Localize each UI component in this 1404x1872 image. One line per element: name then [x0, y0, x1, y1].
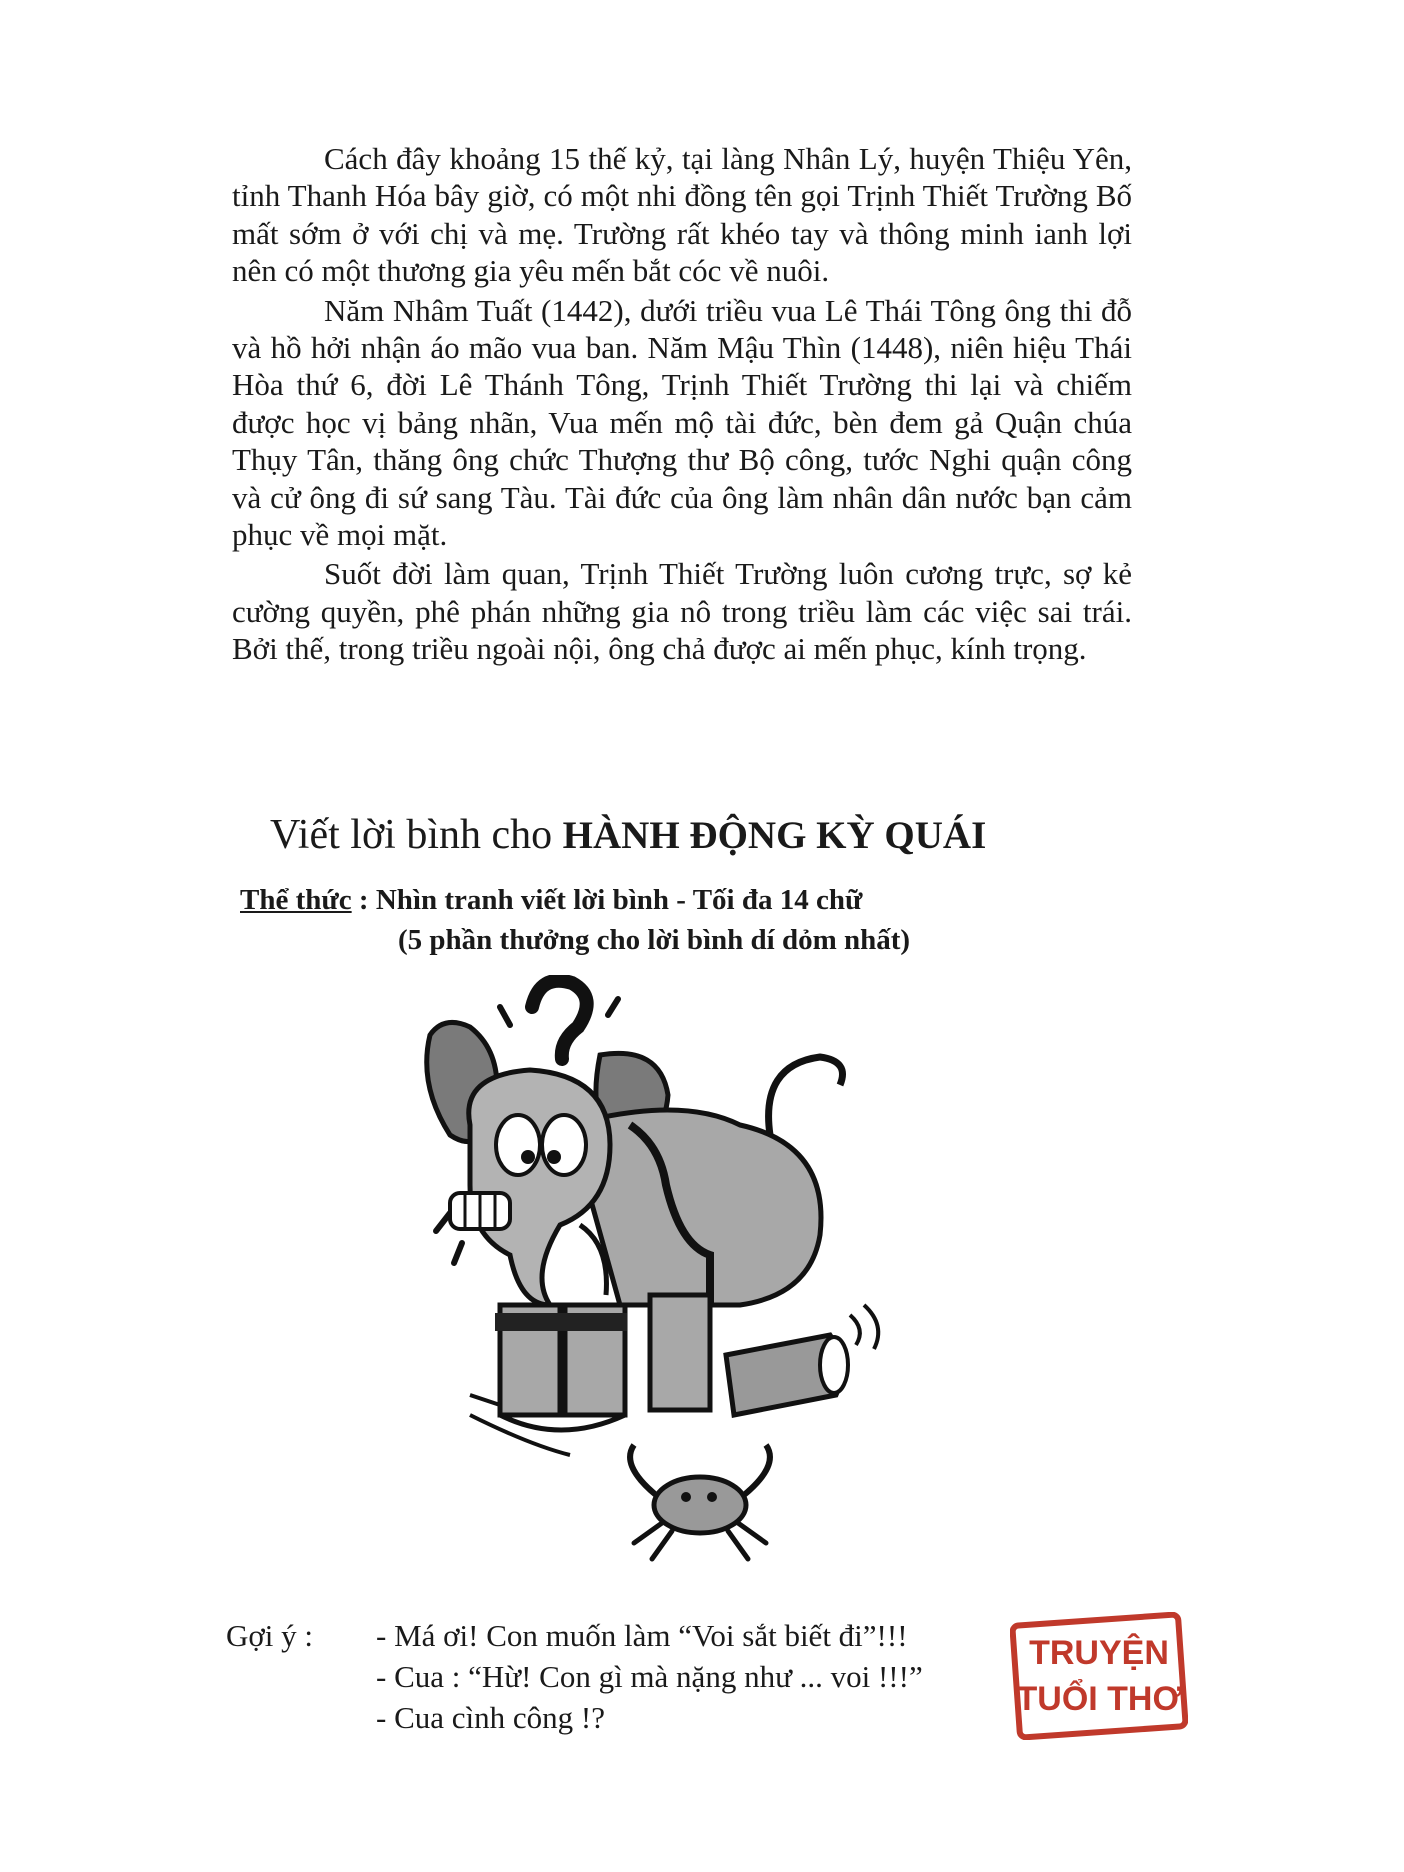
contest-title-prefix: Viết lời bình cho [270, 812, 563, 858]
paragraph-1: Cách đây khoảng 15 thế kỷ, tại làng Nhân Lý, huyện Thiệu Yên, tỉnh Thanh Hóa bây giờ, có một nhi đồng tên gọi Trịnh Thiết Trường Bố mất sớm ở với chị và mẹ. Trường rất khéo tay và thông minh ianh lợi nên có một thương gia yêu mến bắt cóc về nuôi. [232, 141, 1132, 289]
hints-label: Gợi ý : [226, 1618, 314, 1653]
article-body [232, 140, 1132, 670]
hint-item: - Má ơi! Con muốn làm “Voi sắt biết đi”!!! [376, 1618, 908, 1653]
logo-line-1: TRUYỆN [1029, 1634, 1169, 1672]
hint-item: - Cua cình công !? [376, 1700, 605, 1735]
paragraph-2: Năm Nhâm Tuất (1442), dưới triều vua Lê Thái Tông ông thi đỗ và hồ hởi nhận áo mão vua ban. Năm Mậu Thìn (1448), niên hiệu Thái Hòa thứ 6, đời Lê Thánh Tông, Trịnh Thiết Trường thi lại và chiếm được học vị bảng nhãn, Vua mến mộ tài đức, bèn đem gả Quận chúa Thụy Tân, thăng ông chức Thượng thư Bộ công, tước Nghi quận công và cử ông đi sứ sang Tàu. Tài đức của ông làm nhân dân nước bạn cảm phục về mọi mặt. [232, 292, 1132, 553]
rule-prize: (5 phần thưởng cho lời bình dí dỏm nhất) [398, 924, 911, 956]
crab-icon [630, 1445, 770, 1559]
hints-block [226, 1615, 1126, 1738]
truyen-tuoi-tho-logo [1010, 1612, 1188, 1740]
contest-rules [240, 880, 1140, 960]
elephant-cartoon-illustration [410, 975, 970, 1575]
logo-line-2: TUỔI THƠ [1016, 1680, 1182, 1718]
rule-label: Thể thức [240, 884, 352, 916]
hint-item: - Cua : “Hừ! Con gì mà nặng như ... voi !!!” [376, 1659, 923, 1694]
rule-text: : Nhìn tranh viết lời bình - Tối đa 14 chữ [351, 884, 863, 916]
contest-title-emphasis: HÀNH ĐỘNG KỲ QUÁI [562, 814, 987, 857]
broken-leg-stump-icon [726, 1305, 878, 1415]
hints-list [376, 1615, 923, 1738]
paragraph-3: Suốt đời làm quan, Trịnh Thiết Trường luôn cương trực, sợ kẻ cường quyền, phê phán những gia nô trong triều làm các việc sai trái. Bởi thế, trong triều ngoài nội, ông chả được ai mến phục, kính trọng. [232, 556, 1132, 667]
contest-title [270, 808, 1170, 863]
